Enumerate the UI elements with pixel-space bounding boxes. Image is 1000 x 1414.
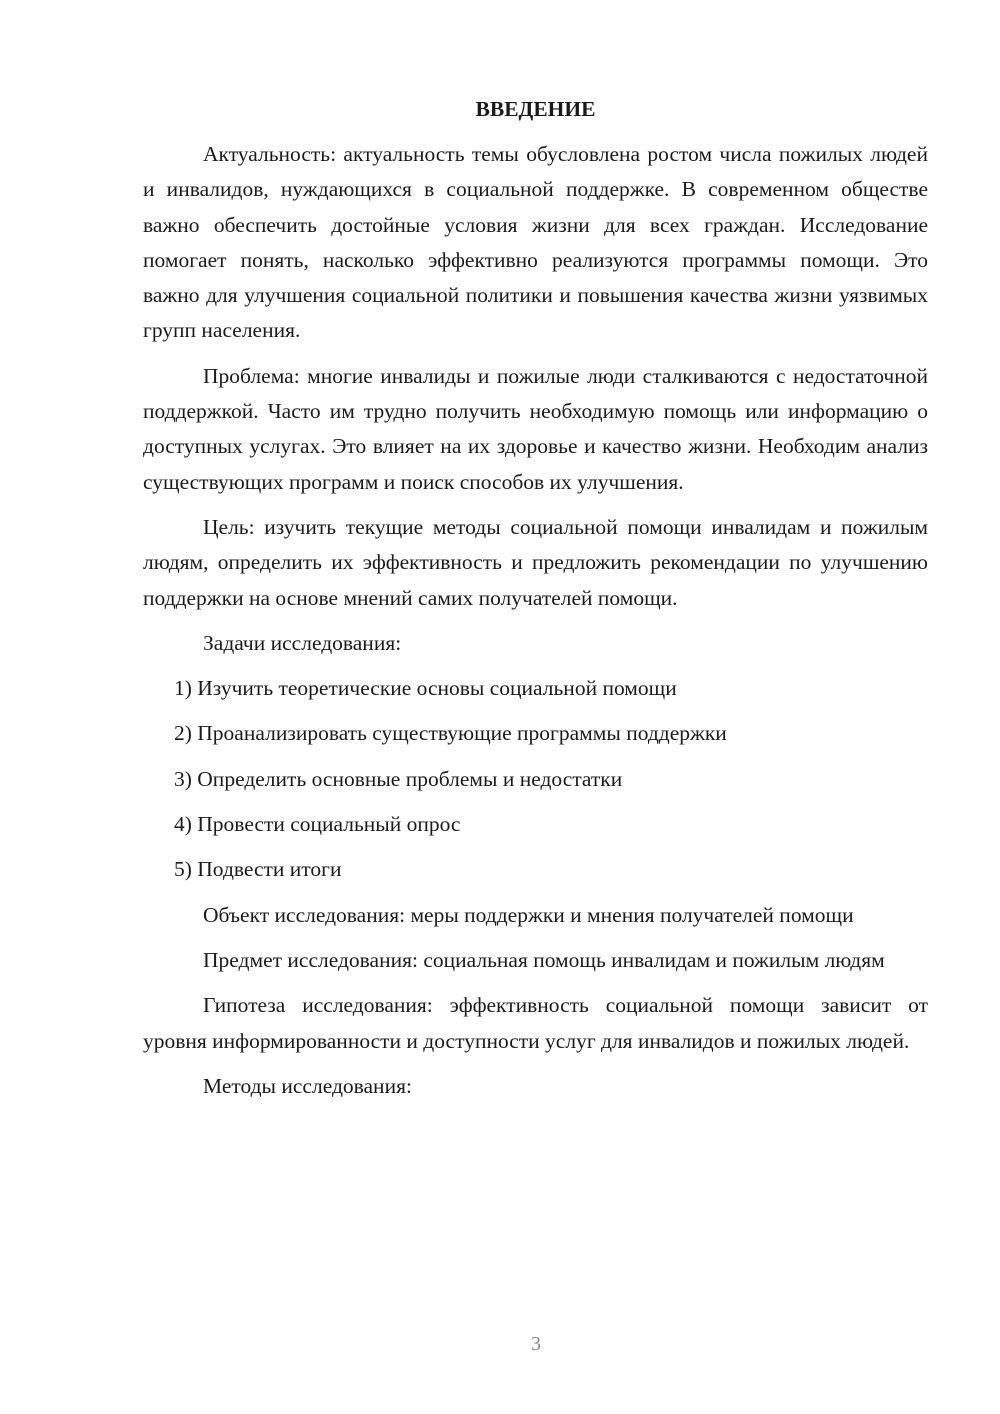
task-item: 3) Определить основные проблемы и недостатки xyxy=(174,766,623,791)
page-number: 3 xyxy=(531,1333,541,1355)
goal-paragraph: Цель: изучить текущие методы социальной помощи инвалидам и пожилым людям, определить их эффективность и предложить рекомендации по улучшению поддержки на основе мнений самих получателей помощи. xyxy=(143,514,928,610)
problem-paragraph: Проблема: многие инвалиды и пожилые люди сталкиваются с недостаточной поддержкой. Часто им трудно получить необходимую помощь или информацию о доступных услугах. Это влияет на их здоровье и качество жизни. Необходим анализ существующих программ и поиск способов их улучшения. xyxy=(143,363,928,494)
document-page xyxy=(143,92,928,1114)
subject-paragraph: Предмет исследования: социальная помощь инвалидам и пожилым людям xyxy=(203,947,885,972)
task-item: 4) Провести социальный опрос xyxy=(174,812,461,837)
tasks-list xyxy=(143,671,928,887)
tasks-label: Задачи исследования: xyxy=(203,630,402,655)
methods-label: Методы исследования: xyxy=(203,1073,412,1098)
section-heading: ВВЕДЕНИЕ xyxy=(475,97,596,121)
hypothesis-paragraph: Гипотеза исследования: эффективность социальной помощи зависит от уровня информированности и доступности услуг для инвалидов и пожилых людей. xyxy=(143,993,928,1053)
task-item: 1) Изучить теоретические основы социальной помощи xyxy=(174,676,677,701)
object-paragraph: Объект исследования: меры поддержки и мнения получателей помощи xyxy=(203,902,854,927)
relevance-paragraph: Актуальность: актуальность темы обусловлена ростом числа пожилых людей и инвалидов, нуждающихся в социальной поддержке. В современном обществе важно обеспечить достойные условия жизни для всех граждан. Исследование помогает понять, насколько эффективно реализуются программы помощи. Это важно для улучшения социальной политики и повышения качества жизни уязвимых групп населения. xyxy=(143,142,928,343)
task-item: 2) Проанализировать существующие программы поддержки xyxy=(174,721,727,746)
task-item: 5) Подвести итоги xyxy=(174,857,342,882)
